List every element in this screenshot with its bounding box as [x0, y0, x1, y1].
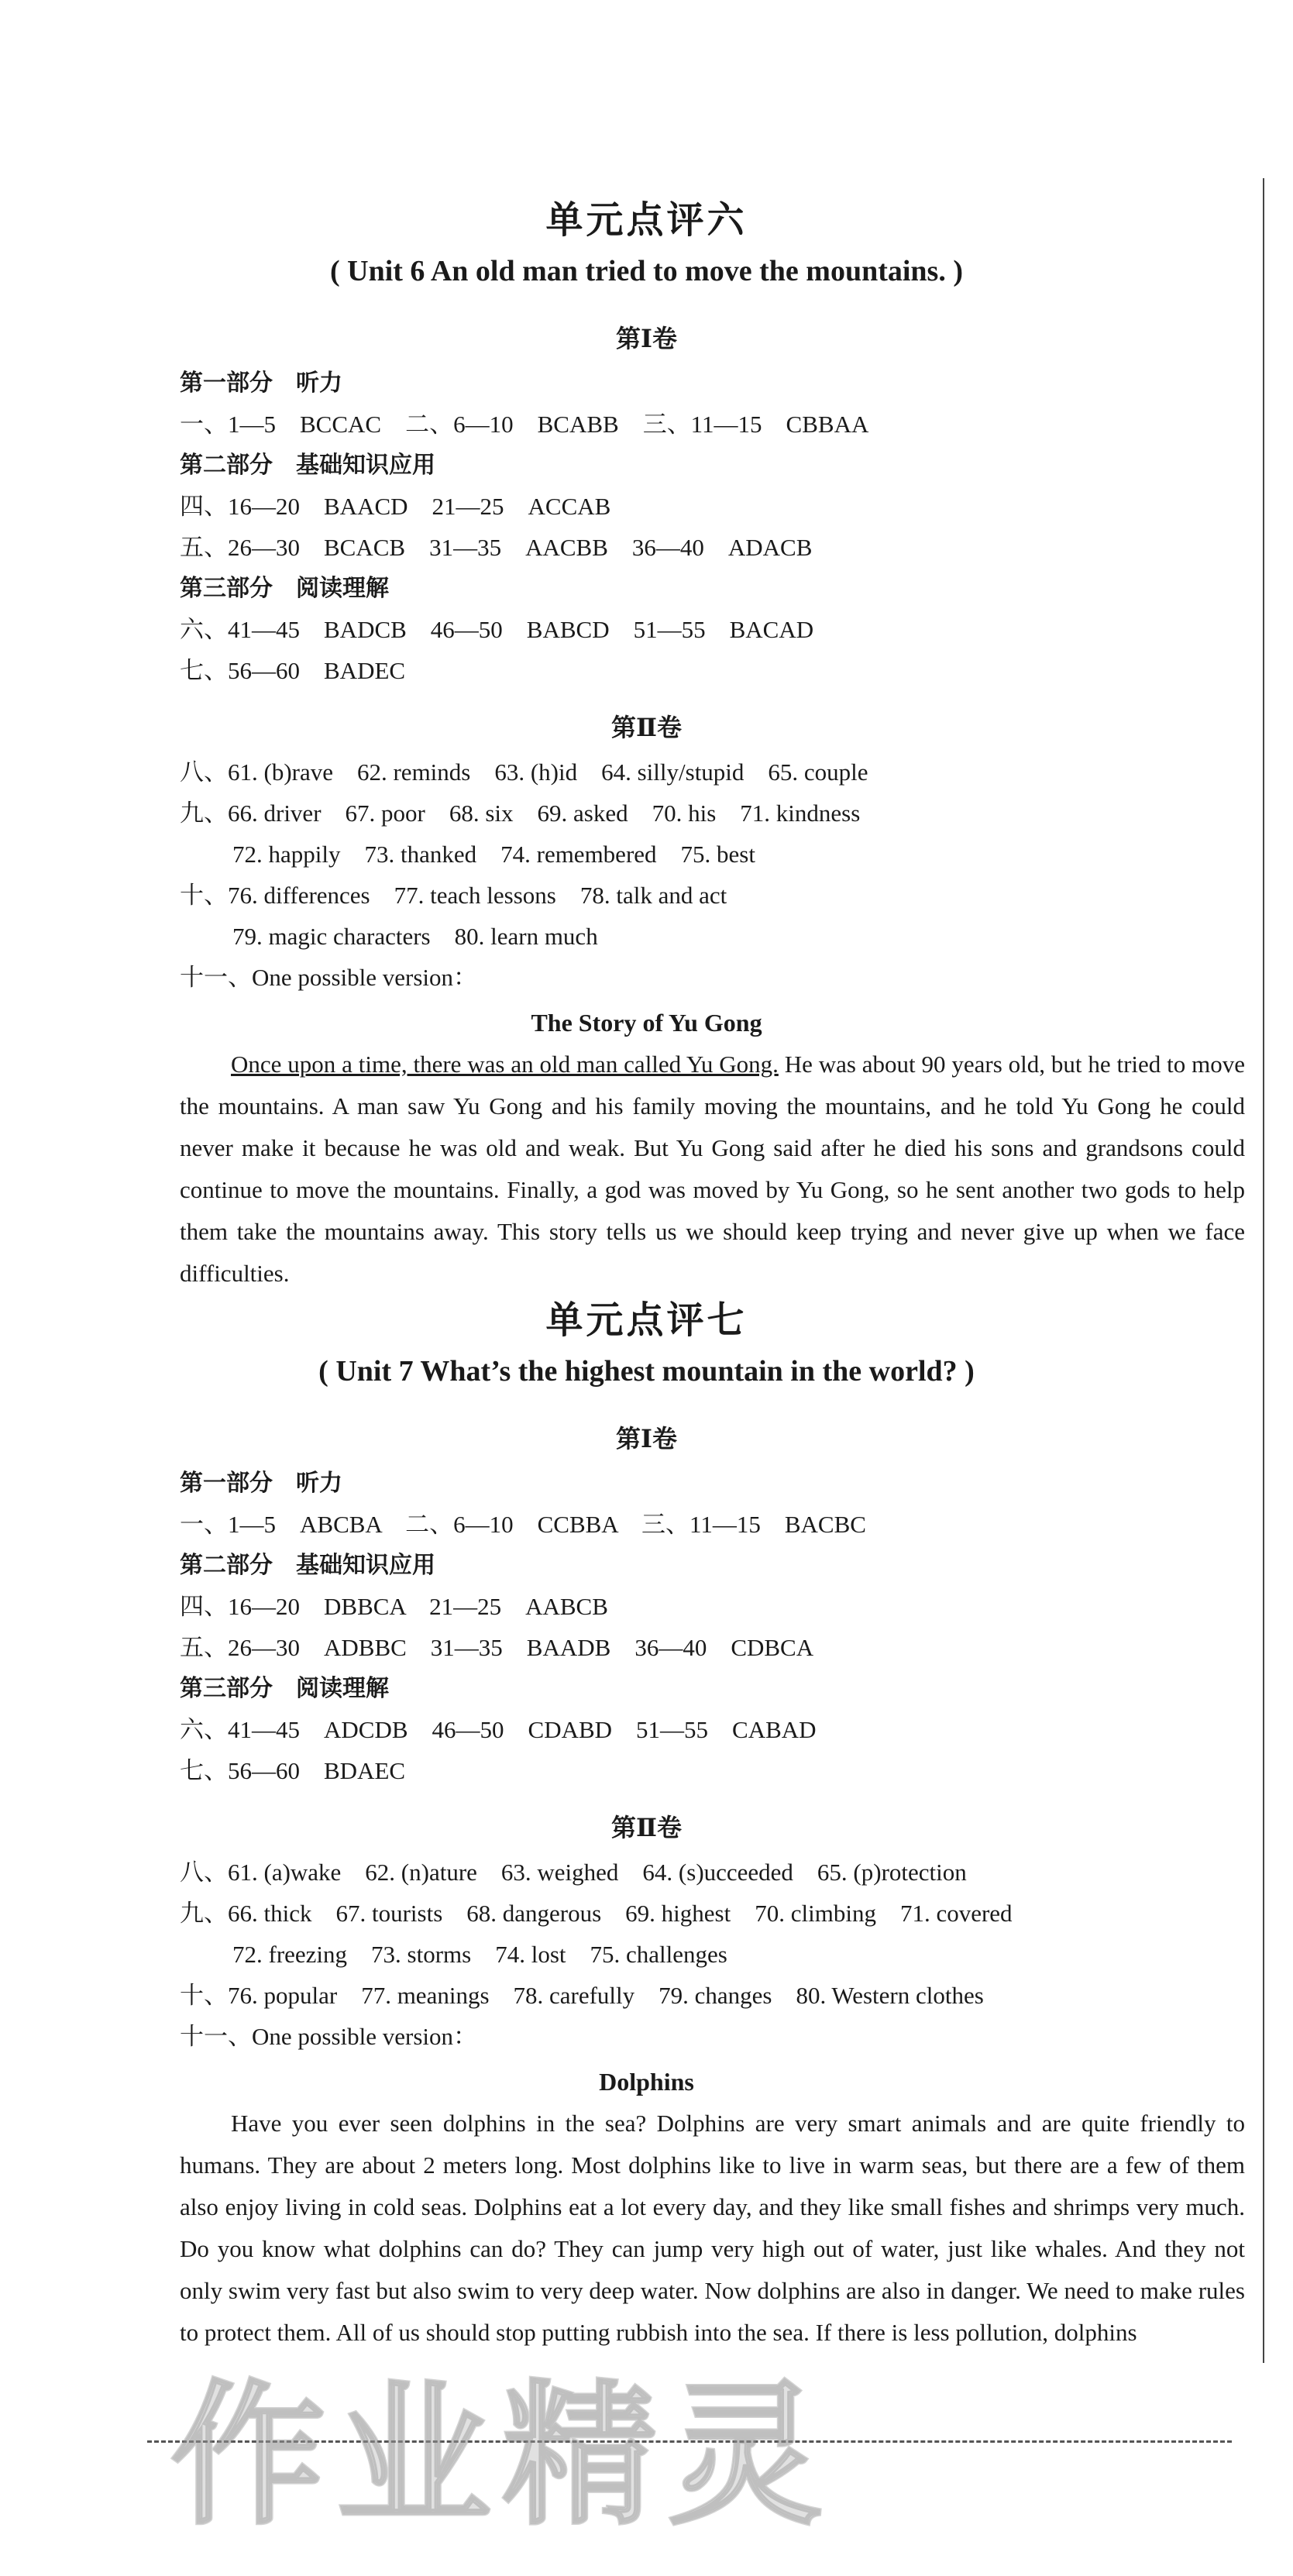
unit7-title-en: ( Unit 7 What’s the highest mountain in the world? ): [318, 1355, 975, 1388]
unit7-answers-line5: 七、56—60 BDAEC: [180, 1757, 406, 1784]
unit7-answers-line9: 十、76. popular 77. meanings 78. carefully 79. changes 80. Western clothes: [180, 1982, 984, 2009]
unit7-volume2-heading: 第Ⅱ卷: [611, 1813, 682, 1842]
unit7-answers-line8: 72. freezing 73. storms 74. lost 75. challenges: [232, 1941, 727, 1968]
unit7-answers-line1: 一、1—5 ABCBA 二、6—10 CCBBA 三、11—15 BACBC: [180, 1511, 866, 1538]
unit6-essay-title: The Story of Yu Gong: [531, 1009, 762, 1037]
unit7-answers-line10: 十一、One possible version：: [180, 2023, 478, 2050]
unit6-essay: [180, 1044, 1245, 1295]
unit6-part3-heading: 第三部分 阅读理解: [180, 575, 389, 602]
unit7-volume1-heading: 第Ⅰ卷: [616, 1424, 677, 1453]
unit7-part3-heading: 第三部分 阅读理解: [180, 1675, 389, 1702]
unit7-answers-line4: 六、41—45 ADCDB 46—50 CDABD 51—55 CABAD: [180, 1716, 817, 1743]
unit6-answers-line5: 七、56—60 BADEC: [180, 657, 406, 684]
unit6-answers-line3: 五、26—30 BCACB 31—35 AACBB 36—40 ADACB: [180, 534, 813, 561]
unit6-volume1-heading: 第Ⅰ卷: [616, 324, 677, 353]
unit6-part2-heading: 第二部分 基础知识应用: [180, 452, 435, 479]
unit6-answers-line9: 十、76. differences 77. teach lessons 78. talk and act: [180, 882, 727, 909]
unit6-essay-underlined: Once upon a time, there was an old man called Yu Gong.: [231, 1051, 779, 1078]
unit7-part2-heading: 第二部分 基础知识应用: [180, 1552, 435, 1579]
unit6-title-cn: 单元点评六: [545, 198, 748, 242]
unit7-answers-line2: 四、16—20 DBBCA 21—25 AABCB: [180, 1593, 608, 1620]
unit6-answers-line10: 79. magic characters 80. learn much: [232, 923, 598, 950]
unit6-answers-line1: 一、1—5 BCCAC 二、6—10 BCABB 三、11—15 CBBAA: [180, 411, 869, 438]
unit7-essay-title: Dolphins: [599, 2068, 694, 2096]
unit6-answers-line6: 八、61. (b)rave 62. reminds 63. (h)id 64. silly/stupid 65. couple: [180, 758, 868, 786]
unit6-answers-line4: 六、41—45 BADCB 46—50 BABCD 51—55 BACAD: [180, 616, 814, 643]
unit7-answers-line6: 八、61. (a)wake 62. (n)ature 63. weighed 64. (s)ucceeded 65. (p)rotection: [180, 1859, 967, 1886]
watermark: 作业精灵: [170, 2366, 834, 2547]
unit7-essay-text: Have you ever seen dolphins in the sea? Dolphins are very smart animals and are quite friendly to humans. They are about 2 meters long. Most dolphins like to live in warm seas, but there are a few of them also enjoy living in cold seas. Dolphins eat a lot every day, and they like small fishes and shrimps very much. Do you know what dolphins can do? They can jump very high out of water, just like whales. And they not only swim very fast but also swim to very deep water. Now dolphins are also in danger. We need to make rules to protect them. All of us should stop putting rubbish into the sea. If there is less pollution, dolphins: [180, 2110, 1245, 2346]
unit7-answers-line3: 五、26—30 ADBBC 31—35 BAADB 36—40 CDBCA: [180, 1634, 814, 1661]
unit6-essay-rest: He was about 90 years old, but he tried to move the mountains. A man saw Yu Gong and his family moving the mountains, and he told Yu Gong he could never make it because he was old and weak. But Yu Gong said after he died his sons and grandsons could continue to move the mountains. Finally, a god was moved by Yu Gong, so he sent another two gods to help them take the mountains away. This story tells us we should keep trying and never give up when we face difficulties.: [180, 1051, 1245, 1287]
unit6-answers-line11: 十一、One possible version：: [180, 964, 478, 991]
unit7-part1-heading: 第一部分 听力: [180, 1470, 342, 1497]
unit6-volume2-heading: 第Ⅱ卷: [611, 713, 682, 742]
unit7-essay: [180, 2103, 1245, 2354]
unit7-title-cn: 单元点评七: [545, 1298, 748, 1342]
unit6-answers-line8: 72. happily 73. thanked 74. remembered 75. best: [232, 841, 755, 868]
unit6-answers-line7: 九、66. driver 67. poor 68. six 69. asked 70. his 71. kindness: [180, 800, 861, 827]
unit6-part1-heading: 第一部分 听力: [180, 370, 342, 397]
unit6-title-en: ( Unit 6 An old man tried to move the mountains. ): [329, 255, 964, 287]
unit6-answers-line2: 四、16—20 BAACD 21—25 ACCAB: [180, 493, 611, 520]
unit7-answers-line7: 九、66. thick 67. tourists 68. dangerous 69. highest 70. climbing 71. covered: [180, 1900, 1013, 1927]
unit7-section: [0, 1290, 1293, 2354]
unit6-section: [0, 190, 1293, 1295]
